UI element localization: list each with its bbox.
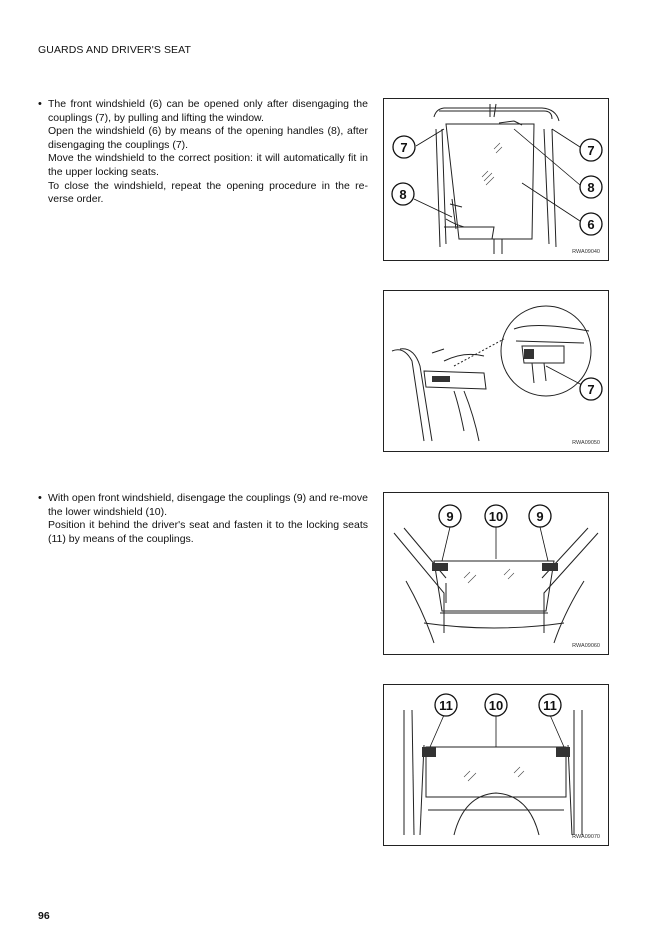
callout-label: 9	[536, 509, 544, 524]
instruction-line: To close the windshield, repeat the opening procedure in the re-verse order.	[48, 179, 368, 206]
callout-label: 11	[543, 698, 557, 713]
callout-label: 8	[399, 187, 407, 202]
lower-windshield-illustration	[384, 493, 608, 654]
callout-label: 11	[439, 698, 453, 713]
instruction-line: Open the windshield (6) by means of the opening handles (8), after disengaging the couplings (7).	[48, 125, 368, 151]
bullet: •	[38, 98, 42, 110]
callout-label: 10	[488, 509, 504, 524]
windshield-opening-instructions	[38, 98, 368, 207]
instruction-line: The front windshield (6) can be opened only after disengaging the couplings (7), by pulling and lifting the window.	[48, 98, 368, 124]
callout-label: 8	[587, 180, 595, 195]
windshield-illustration	[384, 99, 608, 260]
bullet: •	[38, 492, 42, 504]
figure-code: RWA09060	[572, 643, 600, 649]
instruction-item	[38, 98, 368, 207]
callout-label: 7	[587, 143, 595, 158]
coupling-illustration	[384, 291, 608, 451]
instruction-line: Position it behind the driver's seat and fasten it to the locking seats (11) by means of the couplings.	[48, 519, 368, 545]
callout-label: 10	[488, 698, 504, 713]
callout-label: 6	[587, 217, 595, 232]
instruction-item	[38, 492, 368, 546]
figure-code: RWA09040	[572, 249, 600, 255]
lower-windshield-instructions	[38, 492, 368, 546]
figure-code: RWA09070	[572, 834, 600, 840]
page-number: 96	[38, 910, 50, 922]
callout-label: 7	[400, 140, 408, 155]
figure-coupling-detail	[383, 290, 609, 452]
page-header: GUARDS AND DRIVER'S SEAT	[38, 44, 191, 56]
figure-code: RWA09050	[572, 440, 600, 446]
figure-windshield-open	[383, 98, 609, 261]
instruction-line: With open front windshield, disengage the couplings (9) and re-move the lower windshield (10).	[48, 492, 368, 518]
callout-label: 7	[587, 382, 595, 397]
figure-lower-windshield-removal	[383, 492, 609, 655]
instruction-line: Move the windshield to the correct position: it will automatically fit in the upper locking seats.	[48, 152, 368, 178]
callout-label: 9	[446, 509, 454, 524]
stowed-windshield-illustration	[384, 685, 608, 845]
figure-lower-windshield-stowed	[383, 684, 609, 846]
